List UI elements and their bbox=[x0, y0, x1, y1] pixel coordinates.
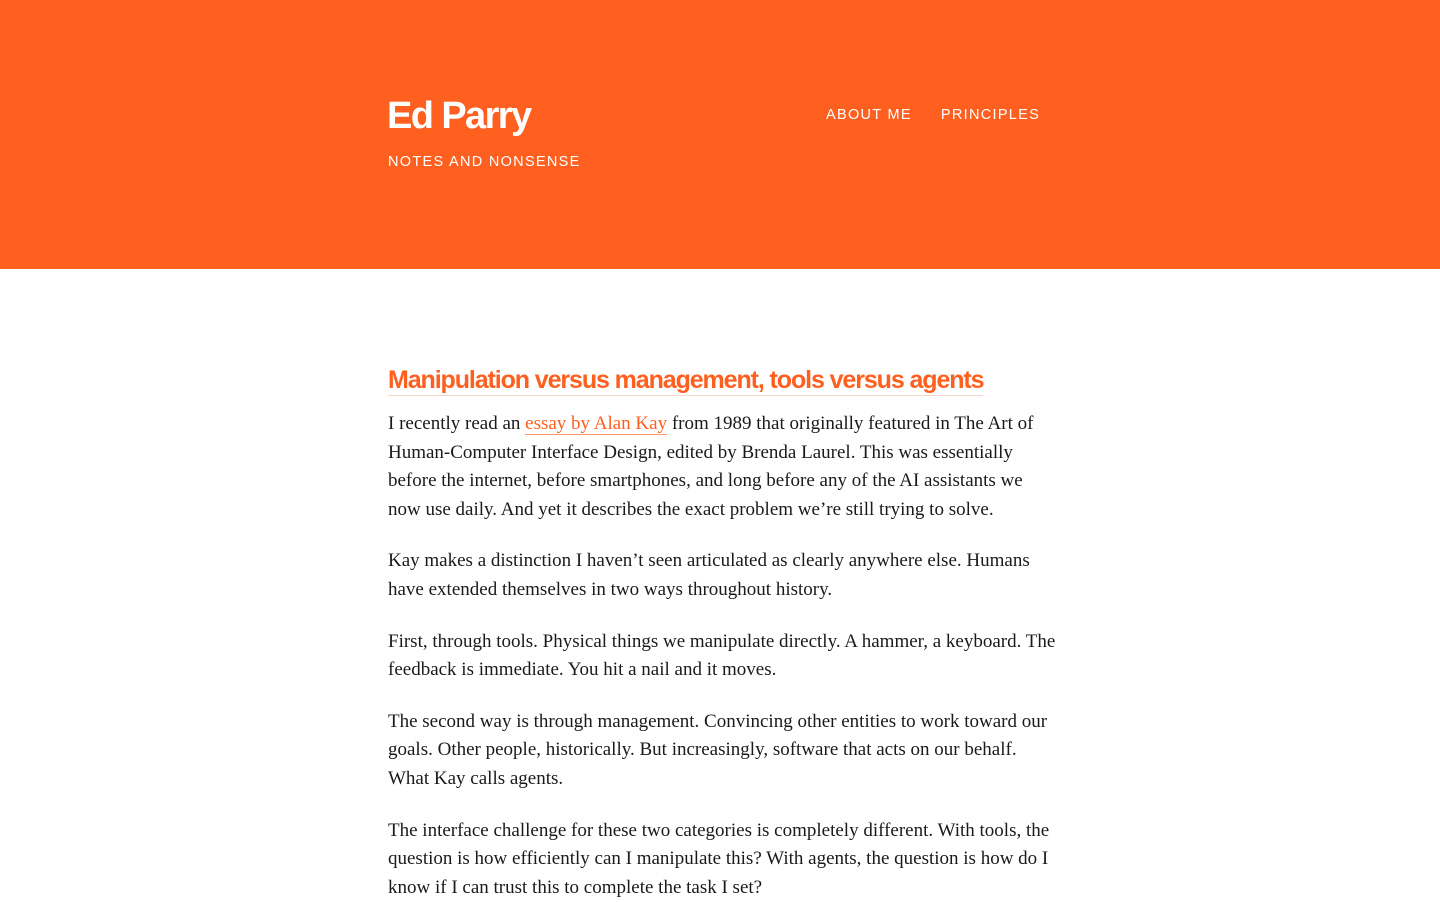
article bbox=[388, 365, 1056, 902]
main-nav bbox=[826, 105, 1040, 125]
post-title[interactable]: Manipulation versus management, tools versus agents bbox=[388, 366, 984, 394]
paragraph-text: I recently read an bbox=[388, 413, 526, 434]
essay-link[interactable]: essay by Alan Kay bbox=[525, 413, 668, 434]
nav-item-about-me[interactable]: ABOUT ME bbox=[826, 107, 912, 123]
post-paragraph-4: The second way is through management. Convincing other entities to work toward our goals. Other people, historically. But increasingly, software that acts on our behalf. What Kay calls agents. bbox=[388, 710, 1048, 789]
site-tagline: NOTES AND NONSENSE bbox=[388, 154, 581, 170]
paragraph-text: from 1989 that originally featured in The Art of Human-Computer Interface Design, edited by Brenda Laurel. This was essentially before the internet, before smartphones, and long before any of the AI assistants we now use daily. And yet it describes the exact problem we’re still trying to solve. bbox=[388, 413, 1034, 520]
post-paragraph-3: First, through tools. Physical things we manipulate directly. A hammer, a keyboard. The feedback is immediate. You hit a nail and it moves. bbox=[388, 630, 1056, 681]
site-header bbox=[0, 0, 1440, 269]
post-paragraph-5: The interface challenge for these two categories is completely different. With tools, the question is how efficiently can I manipulate this? With agents, the question is how do I know if I can trust this to complete the task I set? bbox=[388, 819, 1050, 898]
post-paragraph-1 bbox=[388, 410, 1056, 524]
site-title[interactable]: Ed Parry bbox=[387, 95, 531, 137]
nav-item-principles[interactable]: PRINCIPLES bbox=[940, 107, 1041, 123]
post-paragraph-2: Kay makes a distinction I haven’t seen articulated as clearly anywhere else. Humans have extended themselves in two ways throughout history. bbox=[388, 550, 1030, 600]
